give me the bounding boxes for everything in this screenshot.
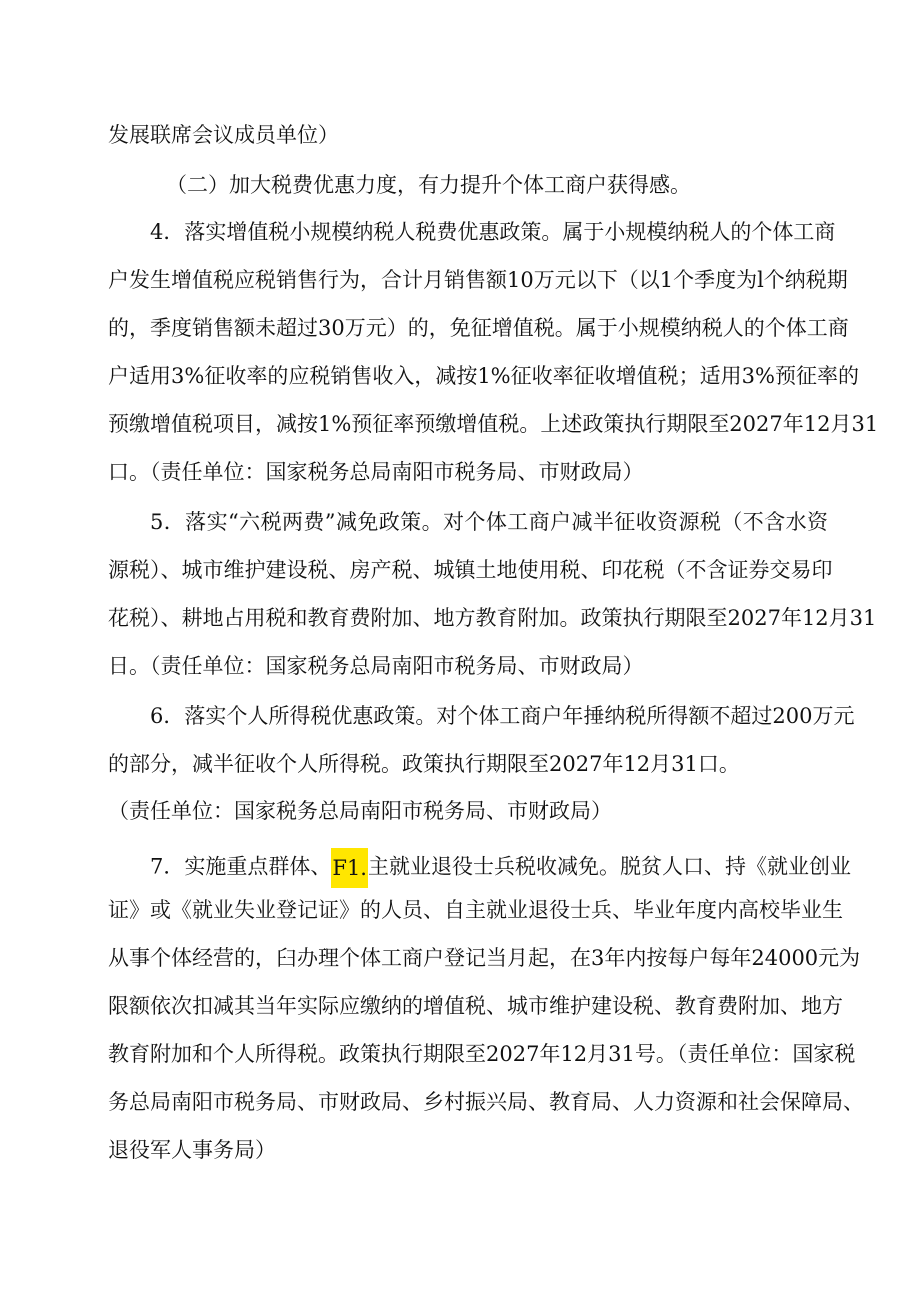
text-line: 花税）、耕地占用税和教育费附加、地方教育附加。政策执行期限至2027年12月31: [108, 606, 877, 630]
text-line: 户适用3%征收率的应税销售收入，减按1%征收率征收增值税；适用3%预征率的: [108, 364, 859, 388]
text-line: 日。（责任单位：国家税务总局南阳市税务局、市财政局）: [108, 654, 644, 678]
text-line: 6．落实个人所得税优惠政策。对个体工商户年捶纳税所得额不超过200万元: [150, 704, 855, 728]
text-line: 口。（责任单位：国家税务总局南阳市税务局、市财政局）: [108, 460, 644, 484]
text-line: 发展联席会议成员单位）: [108, 123, 339, 147]
text-line: 源税）、城市维护建设税、房产税、城镇土地使用税、印花税（不含证券交易印: [108, 558, 833, 582]
highlighted-text: F1.: [331, 848, 368, 888]
text-line: 教育附加和个人所得税。政策执行期限至2027年12月31号。（责任单位：国家税: [108, 1042, 856, 1066]
text-line: 限额依次扣减其当年实际应缴纳的增值税、城市维护建设税、教育费附加、地方: [108, 994, 843, 1018]
text-line: 从事个体经营的，臼办理个体工商户登记当月起，在3年内按每户每年24000元为: [108, 946, 861, 970]
item-7-start: 7．实施重点群体、: [150, 854, 332, 879]
section-heading: （二）加大税费优惠力度，有力提升个体工商户获得感。: [166, 173, 691, 197]
text-line: 退役军人事务局）: [108, 1138, 276, 1162]
text-line: 4．落实增值税小规模纳税人税费优惠政策。属于小规模纳税人的个体工商: [150, 220, 836, 244]
text-line-item-7: [150, 848, 851, 888]
text-line: 务总局南阳市税务局、市财政局、乡村振兴局、教育局、人力资源和社会保障局、: [108, 1090, 864, 1114]
text-line: 的，季度销售额未超过30万元）的，免征增值税。属于小规模纳税人的个体工商: [108, 316, 849, 340]
text-line: 5．落实“六税两费”减免政策。对个体工商户减半征收资源税（不含水资: [150, 510, 828, 534]
text-line: 预缴增值税项目，减按1%预征率预缴增值税。上述政策执行期限至2027年12月31: [108, 412, 879, 436]
text-line: 的部分，减半征收个人所得税。政策执行期限至2027年12月31口。: [108, 752, 740, 776]
item-7-rest: 主就业退役士兵税收减免。脱贫人口、持《就业创业: [367, 854, 851, 879]
text-line: （责任单位：国家税务总局南阳市税务局、市财政局）: [108, 799, 612, 823]
text-line: 证》或《就业失业登记证》的人员、自主就业退役士兵、毕业年度内高校毕业生: [108, 898, 843, 922]
text-line: 户发生增值税应税销售行为，合计月销售额10万元以下（以1个季度为l个纳税期: [108, 268, 848, 292]
